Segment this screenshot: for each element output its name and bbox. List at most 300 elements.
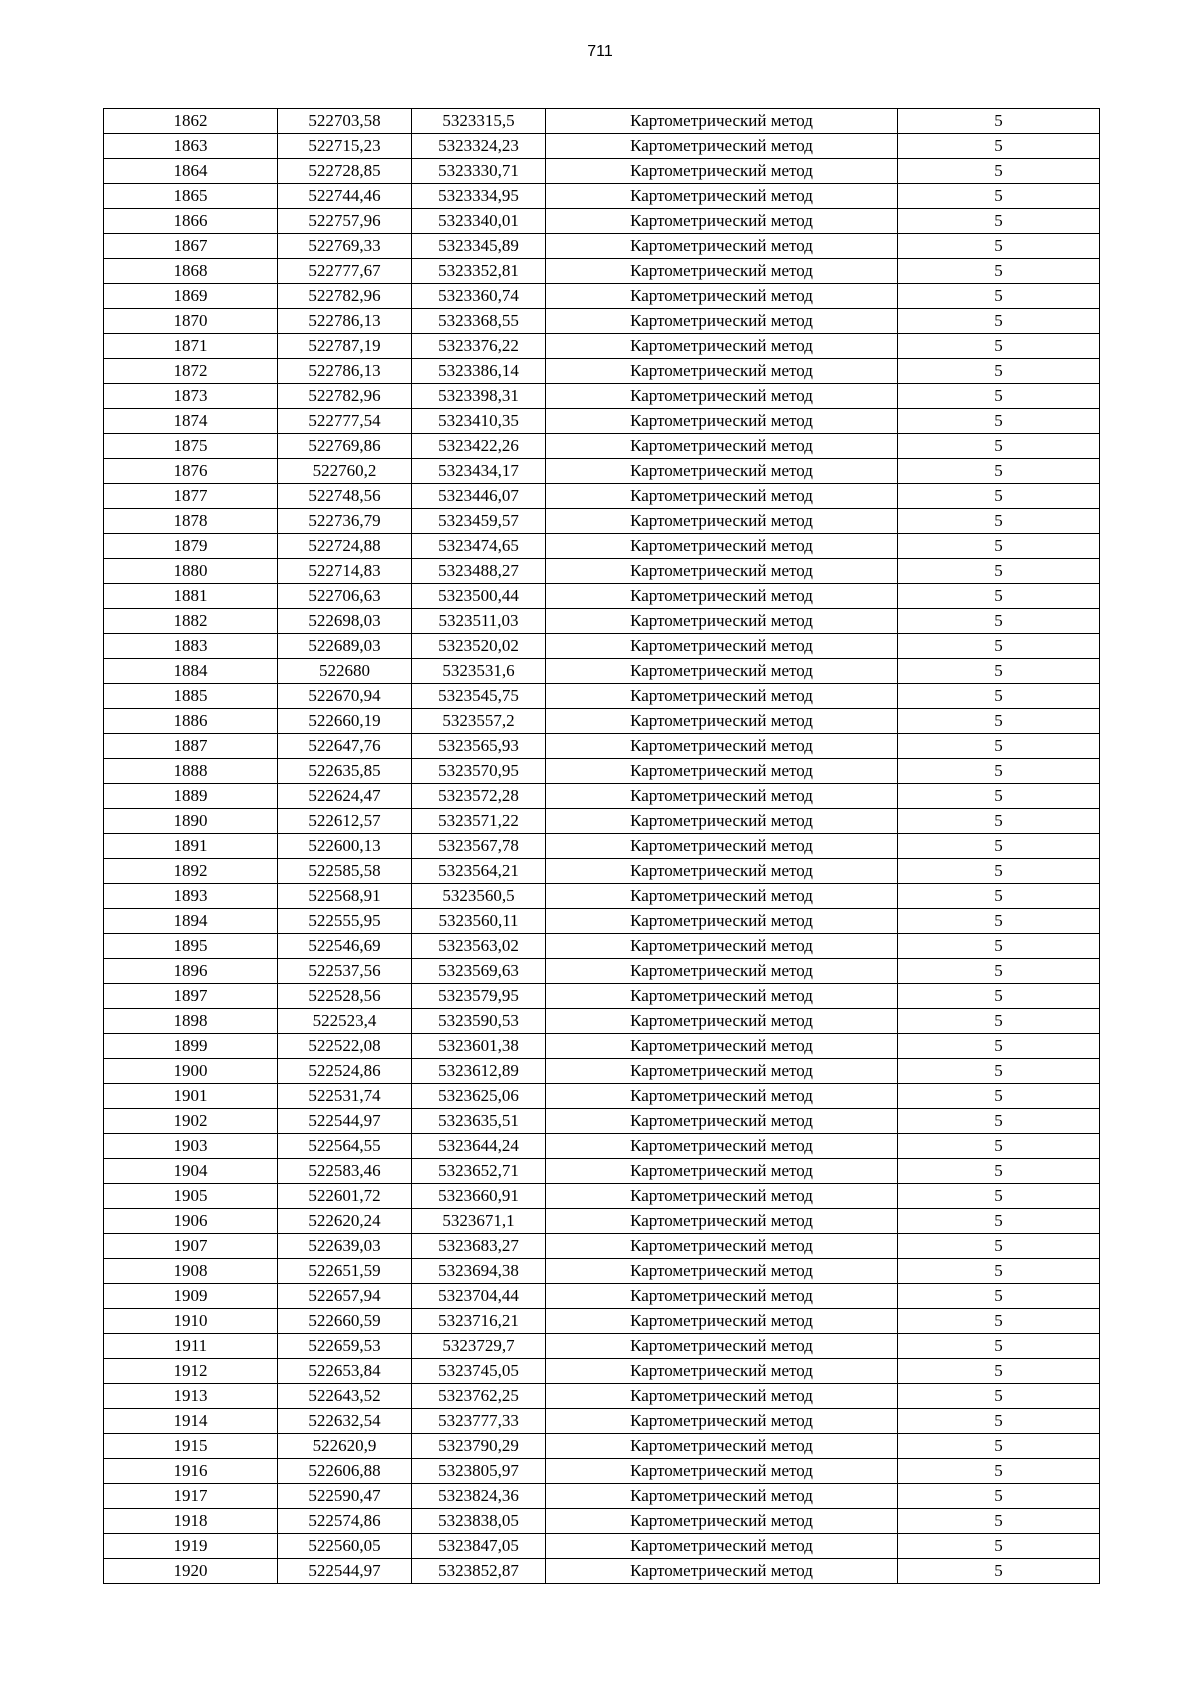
y-coordinate-cell: 5323511,03	[412, 609, 546, 634]
y-coordinate-cell: 5323567,78	[412, 834, 546, 859]
y-coordinate-cell: 5323352,81	[412, 259, 546, 284]
table-row	[104, 534, 1100, 559]
table-row	[104, 684, 1100, 709]
point-number-cell: 1900	[104, 1059, 278, 1084]
accuracy-cell: 5	[898, 309, 1100, 334]
table-row	[104, 234, 1100, 259]
table-row	[104, 484, 1100, 509]
table-row	[104, 1384, 1100, 1409]
method-cell: Картометрический метод	[546, 684, 898, 709]
y-coordinate-cell: 5323340,01	[412, 209, 546, 234]
y-coordinate-cell: 5323612,89	[412, 1059, 546, 1084]
x-coordinate-cell: 522583,46	[278, 1159, 412, 1184]
x-coordinate-cell: 522528,56	[278, 984, 412, 1009]
accuracy-cell: 5	[898, 809, 1100, 834]
table-row	[104, 934, 1100, 959]
y-coordinate-cell: 5323330,71	[412, 159, 546, 184]
table-row	[104, 309, 1100, 334]
method-cell: Картометрический метод	[546, 934, 898, 959]
point-number-cell: 1899	[104, 1034, 278, 1059]
y-coordinate-cell: 5323565,93	[412, 734, 546, 759]
method-cell: Картометрический метод	[546, 984, 898, 1009]
method-cell: Картометрический метод	[546, 1009, 898, 1034]
method-cell: Картометрический метод	[546, 1109, 898, 1134]
method-cell: Картометрический метод	[546, 1309, 898, 1334]
method-cell: Картометрический метод	[546, 434, 898, 459]
method-cell: Картометрический метод	[546, 384, 898, 409]
accuracy-cell: 5	[898, 1209, 1100, 1234]
y-coordinate-cell: 5323790,29	[412, 1434, 546, 1459]
table-row	[104, 859, 1100, 884]
point-number-cell: 1881	[104, 584, 278, 609]
method-cell: Картометрический метод	[546, 659, 898, 684]
method-cell: Картометрический метод	[546, 834, 898, 859]
method-cell: Картометрический метод	[546, 1284, 898, 1309]
accuracy-cell: 5	[898, 1084, 1100, 1109]
method-cell: Картометрический метод	[546, 109, 898, 134]
method-cell: Картометрический метод	[546, 1059, 898, 1084]
table-row	[104, 884, 1100, 909]
y-coordinate-cell: 5323560,5	[412, 884, 546, 909]
method-cell: Картометрический метод	[546, 759, 898, 784]
x-coordinate-cell: 522653,84	[278, 1359, 412, 1384]
x-coordinate-cell: 522787,19	[278, 334, 412, 359]
x-coordinate-cell: 522546,69	[278, 934, 412, 959]
x-coordinate-cell: 522703,58	[278, 109, 412, 134]
accuracy-cell: 5	[898, 184, 1100, 209]
point-number-cell: 1873	[104, 384, 278, 409]
accuracy-cell: 5	[898, 459, 1100, 484]
x-coordinate-cell: 522660,19	[278, 709, 412, 734]
x-coordinate-cell: 522590,47	[278, 1484, 412, 1509]
x-coordinate-cell: 522659,53	[278, 1334, 412, 1359]
point-number-cell: 1916	[104, 1459, 278, 1484]
table-row	[104, 359, 1100, 384]
table-row	[104, 834, 1100, 859]
table-row	[104, 1334, 1100, 1359]
y-coordinate-cell: 5323459,57	[412, 509, 546, 534]
x-coordinate-cell: 522670,94	[278, 684, 412, 709]
accuracy-cell: 5	[898, 559, 1100, 584]
x-coordinate-cell: 522632,54	[278, 1409, 412, 1434]
accuracy-cell: 5	[898, 1509, 1100, 1534]
accuracy-cell: 5	[898, 1459, 1100, 1484]
point-number-cell: 1909	[104, 1284, 278, 1309]
method-cell: Картометрический метод	[546, 259, 898, 284]
x-coordinate-cell: 522724,88	[278, 534, 412, 559]
x-coordinate-cell: 522620,24	[278, 1209, 412, 1234]
x-coordinate-cell: 522689,03	[278, 634, 412, 659]
x-coordinate-cell: 522769,33	[278, 234, 412, 259]
coordinates-table-body	[104, 109, 1100, 1584]
method-cell: Картометрический метод	[546, 1134, 898, 1159]
point-number-cell: 1891	[104, 834, 278, 859]
y-coordinate-cell: 5323601,38	[412, 1034, 546, 1059]
table-row	[104, 259, 1100, 284]
point-number-cell: 1917	[104, 1484, 278, 1509]
point-number-cell: 1894	[104, 909, 278, 934]
x-coordinate-cell: 522680	[278, 659, 412, 684]
accuracy-cell: 5	[898, 1559, 1100, 1584]
point-number-cell: 1862	[104, 109, 278, 134]
page-number: 711	[587, 43, 613, 60]
method-cell: Картометрический метод	[546, 1534, 898, 1559]
x-coordinate-cell: 522612,57	[278, 809, 412, 834]
accuracy-cell: 5	[898, 884, 1100, 909]
accuracy-cell: 5	[898, 434, 1100, 459]
x-coordinate-cell: 522601,72	[278, 1184, 412, 1209]
table-row	[104, 984, 1100, 1009]
table-row	[104, 1434, 1100, 1459]
point-number-cell: 1864	[104, 159, 278, 184]
table-row	[104, 709, 1100, 734]
point-number-cell: 1902	[104, 1109, 278, 1134]
x-coordinate-cell: 522782,96	[278, 284, 412, 309]
table-row	[104, 809, 1100, 834]
y-coordinate-cell: 5323716,21	[412, 1309, 546, 1334]
y-coordinate-cell: 5323569,63	[412, 959, 546, 984]
table-row	[104, 1234, 1100, 1259]
method-cell: Картометрический метод	[546, 1409, 898, 1434]
x-coordinate-cell: 522786,13	[278, 309, 412, 334]
y-coordinate-cell: 5323345,89	[412, 234, 546, 259]
method-cell: Картометрический метод	[546, 284, 898, 309]
x-coordinate-cell: 522647,76	[278, 734, 412, 759]
accuracy-cell: 5	[898, 509, 1100, 534]
method-cell: Картометрический метод	[546, 1509, 898, 1534]
accuracy-cell: 5	[898, 334, 1100, 359]
point-number-cell: 1910	[104, 1309, 278, 1334]
x-coordinate-cell: 522531,74	[278, 1084, 412, 1109]
y-coordinate-cell: 5323564,21	[412, 859, 546, 884]
point-number-cell: 1908	[104, 1259, 278, 1284]
point-number-cell: 1912	[104, 1359, 278, 1384]
y-coordinate-cell: 5323847,05	[412, 1534, 546, 1559]
point-number-cell: 1885	[104, 684, 278, 709]
method-cell: Картометрический метод	[546, 734, 898, 759]
table-row	[104, 1309, 1100, 1334]
point-number-cell: 1907	[104, 1234, 278, 1259]
x-coordinate-cell: 522606,88	[278, 1459, 412, 1484]
x-coordinate-cell: 522524,86	[278, 1059, 412, 1084]
y-coordinate-cell: 5323852,87	[412, 1559, 546, 1584]
method-cell: Картометрический метод	[546, 409, 898, 434]
method-cell: Картометрический метод	[546, 1259, 898, 1284]
y-coordinate-cell: 5323422,26	[412, 434, 546, 459]
y-coordinate-cell: 5323777,33	[412, 1409, 546, 1434]
x-coordinate-cell: 522777,67	[278, 259, 412, 284]
y-coordinate-cell: 5323652,71	[412, 1159, 546, 1184]
point-number-cell: 1883	[104, 634, 278, 659]
table-row	[104, 1534, 1100, 1559]
table-row	[104, 409, 1100, 434]
accuracy-cell: 5	[898, 1134, 1100, 1159]
point-number-cell: 1879	[104, 534, 278, 559]
accuracy-cell: 5	[898, 984, 1100, 1009]
y-coordinate-cell: 5323488,27	[412, 559, 546, 584]
accuracy-cell: 5	[898, 584, 1100, 609]
method-cell: Картометрический метод	[546, 1334, 898, 1359]
y-coordinate-cell: 5323500,44	[412, 584, 546, 609]
y-coordinate-cell: 5323572,28	[412, 784, 546, 809]
method-cell: Картометрический метод	[546, 1234, 898, 1259]
table-row	[104, 509, 1100, 534]
x-coordinate-cell: 522744,46	[278, 184, 412, 209]
point-number-cell: 1886	[104, 709, 278, 734]
x-coordinate-cell: 522643,52	[278, 1384, 412, 1409]
table-row	[104, 1159, 1100, 1184]
point-number-cell: 1893	[104, 884, 278, 909]
y-coordinate-cell: 5323683,27	[412, 1234, 546, 1259]
accuracy-cell: 5	[898, 1234, 1100, 1259]
x-coordinate-cell: 522600,13	[278, 834, 412, 859]
table-row	[104, 1284, 1100, 1309]
point-number-cell: 1889	[104, 784, 278, 809]
table-row	[104, 1359, 1100, 1384]
table-row	[104, 159, 1100, 184]
method-cell: Картометрический метод	[546, 509, 898, 534]
accuracy-cell: 5	[898, 1159, 1100, 1184]
table-row	[104, 284, 1100, 309]
table-row	[104, 109, 1100, 134]
accuracy-cell: 5	[898, 834, 1100, 859]
x-coordinate-cell: 522698,03	[278, 609, 412, 634]
y-coordinate-cell: 5323838,05	[412, 1509, 546, 1534]
method-cell: Картометрический метод	[546, 459, 898, 484]
accuracy-cell: 5	[898, 534, 1100, 559]
x-coordinate-cell: 522748,56	[278, 484, 412, 509]
method-cell: Картометрический метод	[546, 234, 898, 259]
method-cell: Картометрический метод	[546, 959, 898, 984]
table-row	[104, 784, 1100, 809]
accuracy-cell: 5	[898, 409, 1100, 434]
point-number-cell: 1867	[104, 234, 278, 259]
x-coordinate-cell: 522620,9	[278, 1434, 412, 1459]
point-number-cell: 1878	[104, 509, 278, 534]
point-number-cell: 1863	[104, 134, 278, 159]
y-coordinate-cell: 5323324,23	[412, 134, 546, 159]
table-row	[104, 1559, 1100, 1584]
table-row	[104, 634, 1100, 659]
x-coordinate-cell: 522537,56	[278, 959, 412, 984]
y-coordinate-cell: 5323376,22	[412, 334, 546, 359]
accuracy-cell: 5	[898, 1059, 1100, 1084]
point-number-cell: 1869	[104, 284, 278, 309]
x-coordinate-cell: 522715,23	[278, 134, 412, 159]
accuracy-cell: 5	[898, 1309, 1100, 1334]
method-cell: Картометрический метод	[546, 859, 898, 884]
accuracy-cell: 5	[898, 1259, 1100, 1284]
coordinates-table	[103, 108, 1100, 1584]
x-coordinate-cell: 522769,86	[278, 434, 412, 459]
table-row	[104, 209, 1100, 234]
method-cell: Картометрический метод	[546, 1034, 898, 1059]
point-number-cell: 1915	[104, 1434, 278, 1459]
method-cell: Картометрический метод	[546, 1384, 898, 1409]
method-cell: Картометрический метод	[546, 1084, 898, 1109]
table-row	[104, 759, 1100, 784]
accuracy-cell: 5	[898, 384, 1100, 409]
y-coordinate-cell: 5323563,02	[412, 934, 546, 959]
y-coordinate-cell: 5323704,44	[412, 1284, 546, 1309]
x-coordinate-cell: 522760,2	[278, 459, 412, 484]
accuracy-cell: 5	[898, 709, 1100, 734]
y-coordinate-cell: 5323590,53	[412, 1009, 546, 1034]
method-cell: Картометрический метод	[546, 884, 898, 909]
x-coordinate-cell: 522635,85	[278, 759, 412, 784]
table-row	[104, 1509, 1100, 1534]
point-number-cell: 1896	[104, 959, 278, 984]
point-number-cell: 1874	[104, 409, 278, 434]
y-coordinate-cell: 5323694,38	[412, 1259, 546, 1284]
y-coordinate-cell: 5323315,5	[412, 109, 546, 134]
point-number-cell: 1887	[104, 734, 278, 759]
accuracy-cell: 5	[898, 684, 1100, 709]
table-row	[104, 1259, 1100, 1284]
y-coordinate-cell: 5323520,02	[412, 634, 546, 659]
y-coordinate-cell: 5323410,35	[412, 409, 546, 434]
table-row	[104, 909, 1100, 934]
table-row	[104, 1084, 1100, 1109]
y-coordinate-cell: 5323644,24	[412, 1134, 546, 1159]
y-coordinate-cell: 5323824,36	[412, 1484, 546, 1509]
method-cell: Картометрический метод	[546, 484, 898, 509]
x-coordinate-cell: 522757,96	[278, 209, 412, 234]
table-row	[104, 184, 1100, 209]
accuracy-cell: 5	[898, 784, 1100, 809]
x-coordinate-cell: 522555,95	[278, 909, 412, 934]
method-cell: Картометрический метод	[546, 584, 898, 609]
method-cell: Картометрический метод	[546, 609, 898, 634]
point-number-cell: 1918	[104, 1509, 278, 1534]
y-coordinate-cell: 5323545,75	[412, 684, 546, 709]
table-row	[104, 1459, 1100, 1484]
point-number-cell: 1892	[104, 859, 278, 884]
method-cell: Картометрический метод	[546, 1159, 898, 1184]
point-number-cell: 1914	[104, 1409, 278, 1434]
x-coordinate-cell: 522568,91	[278, 884, 412, 909]
y-coordinate-cell: 5323334,95	[412, 184, 546, 209]
method-cell: Картометрический метод	[546, 159, 898, 184]
x-coordinate-cell: 522564,55	[278, 1134, 412, 1159]
y-coordinate-cell: 5323368,55	[412, 309, 546, 334]
accuracy-cell: 5	[898, 484, 1100, 509]
method-cell: Картометрический метод	[546, 709, 898, 734]
x-coordinate-cell: 522714,83	[278, 559, 412, 584]
point-number-cell: 1871	[104, 334, 278, 359]
table-row	[104, 334, 1100, 359]
accuracy-cell: 5	[898, 1284, 1100, 1309]
y-coordinate-cell: 5323557,2	[412, 709, 546, 734]
point-number-cell: 1895	[104, 934, 278, 959]
table-row	[104, 1034, 1100, 1059]
method-cell: Картометрический метод	[546, 134, 898, 159]
x-coordinate-cell: 522585,58	[278, 859, 412, 884]
accuracy-cell: 5	[898, 284, 1100, 309]
accuracy-cell: 5	[898, 259, 1100, 284]
y-coordinate-cell: 5323660,91	[412, 1184, 546, 1209]
accuracy-cell: 5	[898, 234, 1100, 259]
method-cell: Картометрический метод	[546, 1434, 898, 1459]
method-cell: Картометрический метод	[546, 1459, 898, 1484]
accuracy-cell: 5	[898, 609, 1100, 634]
table-row	[104, 734, 1100, 759]
point-number-cell: 1884	[104, 659, 278, 684]
table-row	[104, 1209, 1100, 1234]
accuracy-cell: 5	[898, 1434, 1100, 1459]
accuracy-cell: 5	[898, 1359, 1100, 1384]
x-coordinate-cell: 522523,4	[278, 1009, 412, 1034]
y-coordinate-cell: 5323434,17	[412, 459, 546, 484]
point-number-cell: 1876	[104, 459, 278, 484]
point-number-cell: 1875	[104, 434, 278, 459]
method-cell: Картометрический метод	[546, 1559, 898, 1584]
y-coordinate-cell: 5323671,1	[412, 1209, 546, 1234]
method-cell: Картометрический метод	[546, 209, 898, 234]
table-row	[104, 959, 1100, 984]
x-coordinate-cell: 522706,63	[278, 584, 412, 609]
point-number-cell: 1888	[104, 759, 278, 784]
accuracy-cell: 5	[898, 159, 1100, 184]
y-coordinate-cell: 5323729,7	[412, 1334, 546, 1359]
accuracy-cell: 5	[898, 1484, 1100, 1509]
point-number-cell: 1880	[104, 559, 278, 584]
point-number-cell: 1911	[104, 1334, 278, 1359]
x-coordinate-cell: 522782,96	[278, 384, 412, 409]
accuracy-cell: 5	[898, 934, 1100, 959]
y-coordinate-cell: 5323579,95	[412, 984, 546, 1009]
x-coordinate-cell: 522660,59	[278, 1309, 412, 1334]
method-cell: Картометрический метод	[546, 784, 898, 809]
x-coordinate-cell: 522624,47	[278, 784, 412, 809]
y-coordinate-cell: 5323625,06	[412, 1084, 546, 1109]
accuracy-cell: 5	[898, 1334, 1100, 1359]
table-row	[104, 1409, 1100, 1434]
method-cell: Картометрический метод	[546, 534, 898, 559]
point-number-cell: 1905	[104, 1184, 278, 1209]
accuracy-cell: 5	[898, 134, 1100, 159]
point-number-cell: 1904	[104, 1159, 278, 1184]
y-coordinate-cell: 5323398,31	[412, 384, 546, 409]
accuracy-cell: 5	[898, 1034, 1100, 1059]
y-coordinate-cell: 5323570,95	[412, 759, 546, 784]
x-coordinate-cell: 522574,86	[278, 1509, 412, 1534]
point-number-cell: 1870	[104, 309, 278, 334]
x-coordinate-cell: 522657,94	[278, 1284, 412, 1309]
table-row	[104, 134, 1100, 159]
x-coordinate-cell: 522777,54	[278, 409, 412, 434]
x-coordinate-cell: 522560,05	[278, 1534, 412, 1559]
method-cell: Картометрический метод	[546, 559, 898, 584]
table-row	[104, 1134, 1100, 1159]
point-number-cell: 1898	[104, 1009, 278, 1034]
x-coordinate-cell: 522651,59	[278, 1259, 412, 1284]
y-coordinate-cell: 5323571,22	[412, 809, 546, 834]
accuracy-cell: 5	[898, 1109, 1100, 1134]
point-number-cell: 1906	[104, 1209, 278, 1234]
accuracy-cell: 5	[898, 759, 1100, 784]
table-row	[104, 459, 1100, 484]
method-cell: Картометрический метод	[546, 634, 898, 659]
method-cell: Картометрический метод	[546, 184, 898, 209]
x-coordinate-cell: 522639,03	[278, 1234, 412, 1259]
point-number-cell: 1897	[104, 984, 278, 1009]
method-cell: Картометрический метод	[546, 1184, 898, 1209]
y-coordinate-cell: 5323360,74	[412, 284, 546, 309]
accuracy-cell: 5	[898, 1009, 1100, 1034]
point-number-cell: 1920	[104, 1559, 278, 1584]
method-cell: Картометрический метод	[546, 809, 898, 834]
